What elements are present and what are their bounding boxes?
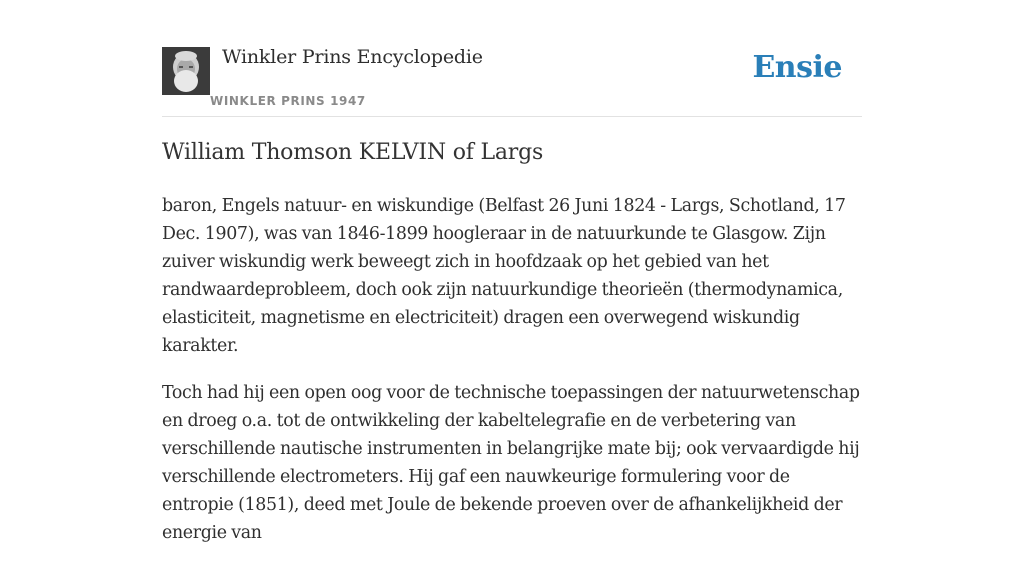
article-title: William Thomson KELVIN of Largs (162, 140, 544, 165)
article-paragraph: baron, Engels natuur- en wiskundige (Belfast 26 Juni 1824 - Largs, Schotland, 17 Dec. 1907), was van 1846-1899 hoogleraar in de natuurkunde te Glasgow. Zijn zuiver wiskundig werk beweegt zich in hoofdzaak op het gebied van het randwaardeprobleem, doch ook zijn natuurkundige theorieën (thermodynamica, elasticiteit, magnetisme en electriciteit) dragen een overwegend wiskundig karakter. (162, 196, 846, 356)
article-paragraph: Toch had hij een open oog voor de technische toepassingen der natuurwetenschap en droeg o.a. tot de ontwikkeling der kabeltelegrafie en de verbetering van verschillende nautische instrumenten in belangrijke mate bij; ook vervaardigde hij verschillende electrometers. Hij gaf een nauwkeurige formulering voor de entropie (1851), deed met Joule de bekende proeven over de afhankelijkheid der energie van (162, 383, 860, 543)
collection-label[interactable]: WINKLER PRINS 1947 (210, 94, 366, 108)
portrait-icon[interactable] (162, 47, 210, 95)
site-name[interactable]: Winkler Prins Encyclopedie (222, 46, 483, 68)
header (162, 0, 862, 117)
article-body (162, 192, 862, 566)
brand-logo[interactable]: Ensie (752, 50, 842, 85)
page (162, 0, 862, 543)
